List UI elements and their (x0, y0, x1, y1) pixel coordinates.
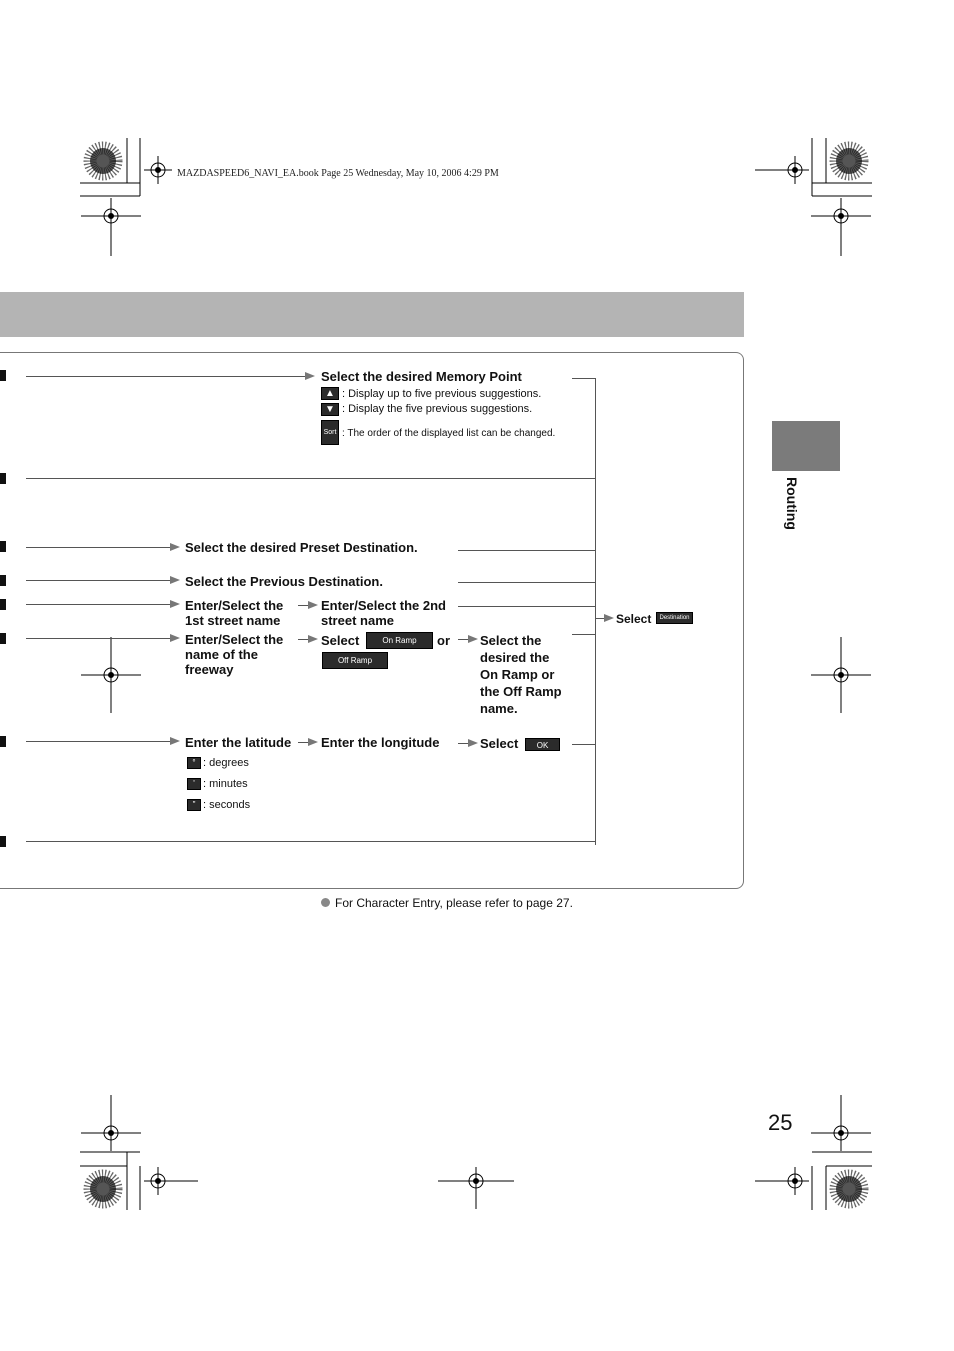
flow-line (26, 638, 171, 639)
flow-line (458, 582, 596, 583)
freeway-select-label: Select (321, 633, 360, 648)
flow-arrow (170, 576, 180, 584)
final-select-label: Select (616, 612, 652, 626)
row-marker (0, 473, 6, 484)
sort-button-icon: Sort (321, 420, 339, 445)
freeway-step3: Select the desired the On Ramp or the Off Ramp name. (480, 633, 562, 716)
seconds-key-icon: " (187, 799, 201, 811)
flow-line (26, 478, 596, 479)
flow-arrow (308, 738, 318, 746)
longitude-step: Enter the longitude (321, 735, 440, 750)
previous-title: Select the Previous Destination. (185, 574, 383, 589)
row-marker (0, 836, 6, 847)
flow-line (572, 378, 596, 379)
flow-line (572, 634, 596, 635)
memory-note-up: : Display up to five previous suggestions. (342, 388, 542, 400)
flow-arrow (305, 372, 315, 380)
flow-line (26, 580, 171, 581)
latitude-step: Enter the latitude (185, 735, 292, 750)
memory-note-sort: : The order of the displayed list can be changed. (342, 428, 556, 439)
side-tab-box (772, 421, 840, 471)
flow-arrow (468, 635, 478, 643)
row-marker (0, 736, 6, 747)
on-ramp-button[interactable]: On Ramp (366, 632, 433, 649)
side-tab-label: Routing (784, 477, 800, 530)
flow-arrow (604, 614, 614, 622)
minutes-note: : minutes (203, 778, 248, 790)
preset-title: Select the desired Preset Destination. (185, 540, 418, 555)
row-marker (0, 599, 6, 610)
flow-arrow (170, 737, 180, 745)
degrees-note: : degrees (203, 757, 249, 769)
flow-arrow (308, 601, 318, 609)
destination-button[interactable]: Destination (656, 612, 693, 624)
down-arrow-icon: ▼ (321, 403, 339, 416)
bullet-icon (321, 898, 330, 907)
flow-line (458, 606, 596, 607)
page-number: 25 (768, 1110, 793, 1135)
row-marker (0, 541, 6, 552)
flow-arrow (468, 739, 478, 747)
off-ramp-button[interactable]: Off Ramp (322, 652, 388, 669)
section-header-band (0, 292, 744, 337)
freeway-step1: Enter/Select the name of the freeway (185, 632, 284, 677)
flow-arrow (170, 634, 180, 642)
intersection-step1: Enter/Select the 1st street name (185, 598, 284, 628)
flow-line (26, 547, 171, 548)
flow-line (572, 744, 596, 745)
row-marker (0, 633, 6, 644)
flow-line (26, 841, 596, 842)
flow-line (26, 376, 306, 377)
flow-line (26, 741, 171, 742)
flow-line (26, 604, 171, 605)
minutes-key-icon: ' (187, 778, 201, 790)
ok-button[interactable]: OK (525, 738, 560, 751)
degrees-key-icon: ° (187, 757, 201, 769)
freeway-or-label: or (437, 633, 450, 648)
flow-arrow (170, 543, 180, 551)
row-marker (0, 575, 6, 586)
up-arrow-icon: ▲ (321, 387, 339, 400)
flow-line (458, 550, 596, 551)
flow-arrow (170, 600, 180, 608)
flow-arrow (308, 635, 318, 643)
coordinates-select-label: Select (480, 736, 519, 751)
footnote: For Character Entry, please refer to page 27. (335, 896, 573, 910)
memory-note-down: : Display the five previous suggestions. (342, 403, 533, 415)
memory-point-title: Select the desired Memory Point (321, 369, 522, 384)
row-marker (0, 370, 6, 381)
intersection-step2: Enter/Select the 2nd street name (321, 598, 446, 628)
collector-line (595, 378, 596, 845)
seconds-note: : seconds (203, 799, 251, 811)
header-file-info: MAZDASPEED6_NAVI_EA.book Page 25 Wednesday, May 10, 2006 4:29 PM (177, 168, 499, 179)
